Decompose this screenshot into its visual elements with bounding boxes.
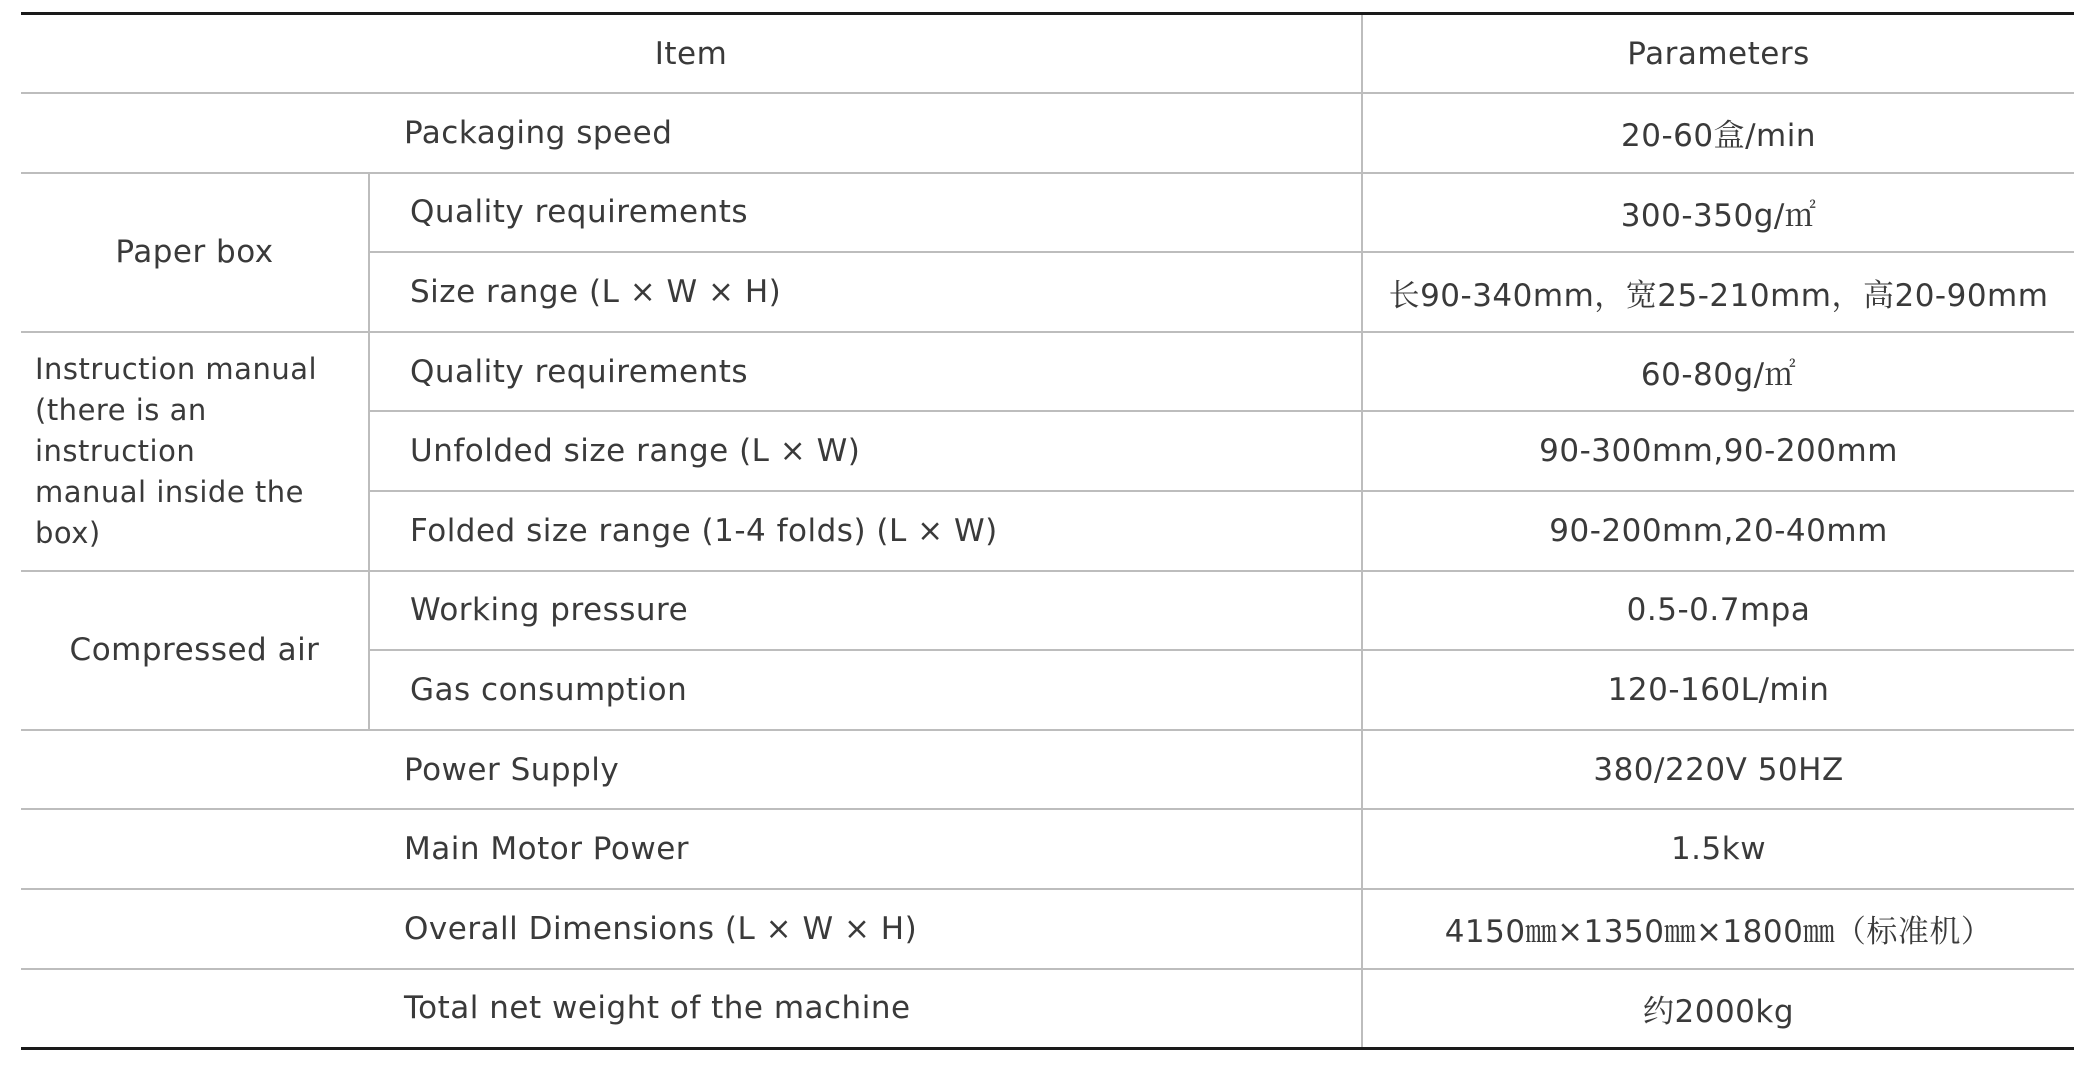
row-label-dimensions: Overall Dimensions (L × W × H) xyxy=(21,889,1362,969)
row-label-air-pressure: Working pressure xyxy=(369,571,1362,651)
row-label-manual-quality: Quality requirements xyxy=(369,332,1362,412)
table-row xyxy=(21,889,2074,969)
row-label-main-motor: Main Motor Power xyxy=(21,809,1362,889)
row-value-power-supply: 380/220V 50HZ xyxy=(1362,730,2074,810)
table-header-row xyxy=(21,14,2074,94)
row-label-packaging-speed: Packaging speed xyxy=(21,93,1362,173)
parameters-table xyxy=(21,12,2074,1050)
row-label-paper-box-size: Size range (L × W × H) xyxy=(369,252,1362,332)
row-value-manual-quality: 60-80g/㎡ xyxy=(1362,332,2074,412)
row-value-paper-box-quality: 300-350g/㎡ xyxy=(1362,173,2074,253)
group-label-instruction-manual xyxy=(21,332,369,571)
row-label-air-consumption: Gas consumption xyxy=(369,650,1362,730)
header-item: Item xyxy=(21,14,1362,94)
table-row xyxy=(21,332,2074,412)
row-value-air-consumption: 120-160L/min xyxy=(1362,650,2074,730)
row-value-manual-folded: 90-200mm,20-40mm xyxy=(1362,491,2074,571)
table-row xyxy=(21,809,2074,889)
row-value-packaging-speed: 20-60盒/min xyxy=(1362,93,2074,173)
table-row xyxy=(21,173,2074,253)
group-label-compressed-air: Compressed air xyxy=(21,571,369,730)
row-value-net-weight: 约2000kg xyxy=(1362,969,2074,1049)
row-value-manual-unfolded: 90-300mm,90-200mm xyxy=(1362,411,2074,491)
table-row xyxy=(21,969,2074,1049)
group-label-paper-box: Paper box xyxy=(21,173,369,332)
group-label-line: (there is an instruction xyxy=(35,392,207,468)
table-row xyxy=(21,730,2074,810)
row-label-paper-box-quality: Quality requirements xyxy=(369,173,1362,253)
table-row xyxy=(21,93,2074,173)
group-label-line: manual inside the box) xyxy=(35,474,304,550)
row-label-manual-folded: Folded size range (1-4 folds) (L × W) xyxy=(369,491,1362,571)
row-value-air-pressure: 0.5-0.7mpa xyxy=(1362,571,2074,651)
group-label-line: Instruction manual xyxy=(35,351,318,386)
row-label-net-weight: Total net weight of the machine xyxy=(21,969,1362,1049)
row-label-power-supply: Power Supply xyxy=(21,730,1362,810)
row-value-dimensions: 4150㎜×1350㎜×1800㎜（标准机） xyxy=(1362,889,2074,969)
table-row xyxy=(21,571,2074,651)
header-parameters: Parameters xyxy=(1362,14,2074,94)
row-value-main-motor: 1.5kw xyxy=(1362,809,2074,889)
row-value-paper-box-size: 长90-340mm，宽25-210mm，高20-90mm xyxy=(1362,252,2074,332)
row-label-manual-unfolded: Unfolded size range (L × W) xyxy=(369,411,1362,491)
